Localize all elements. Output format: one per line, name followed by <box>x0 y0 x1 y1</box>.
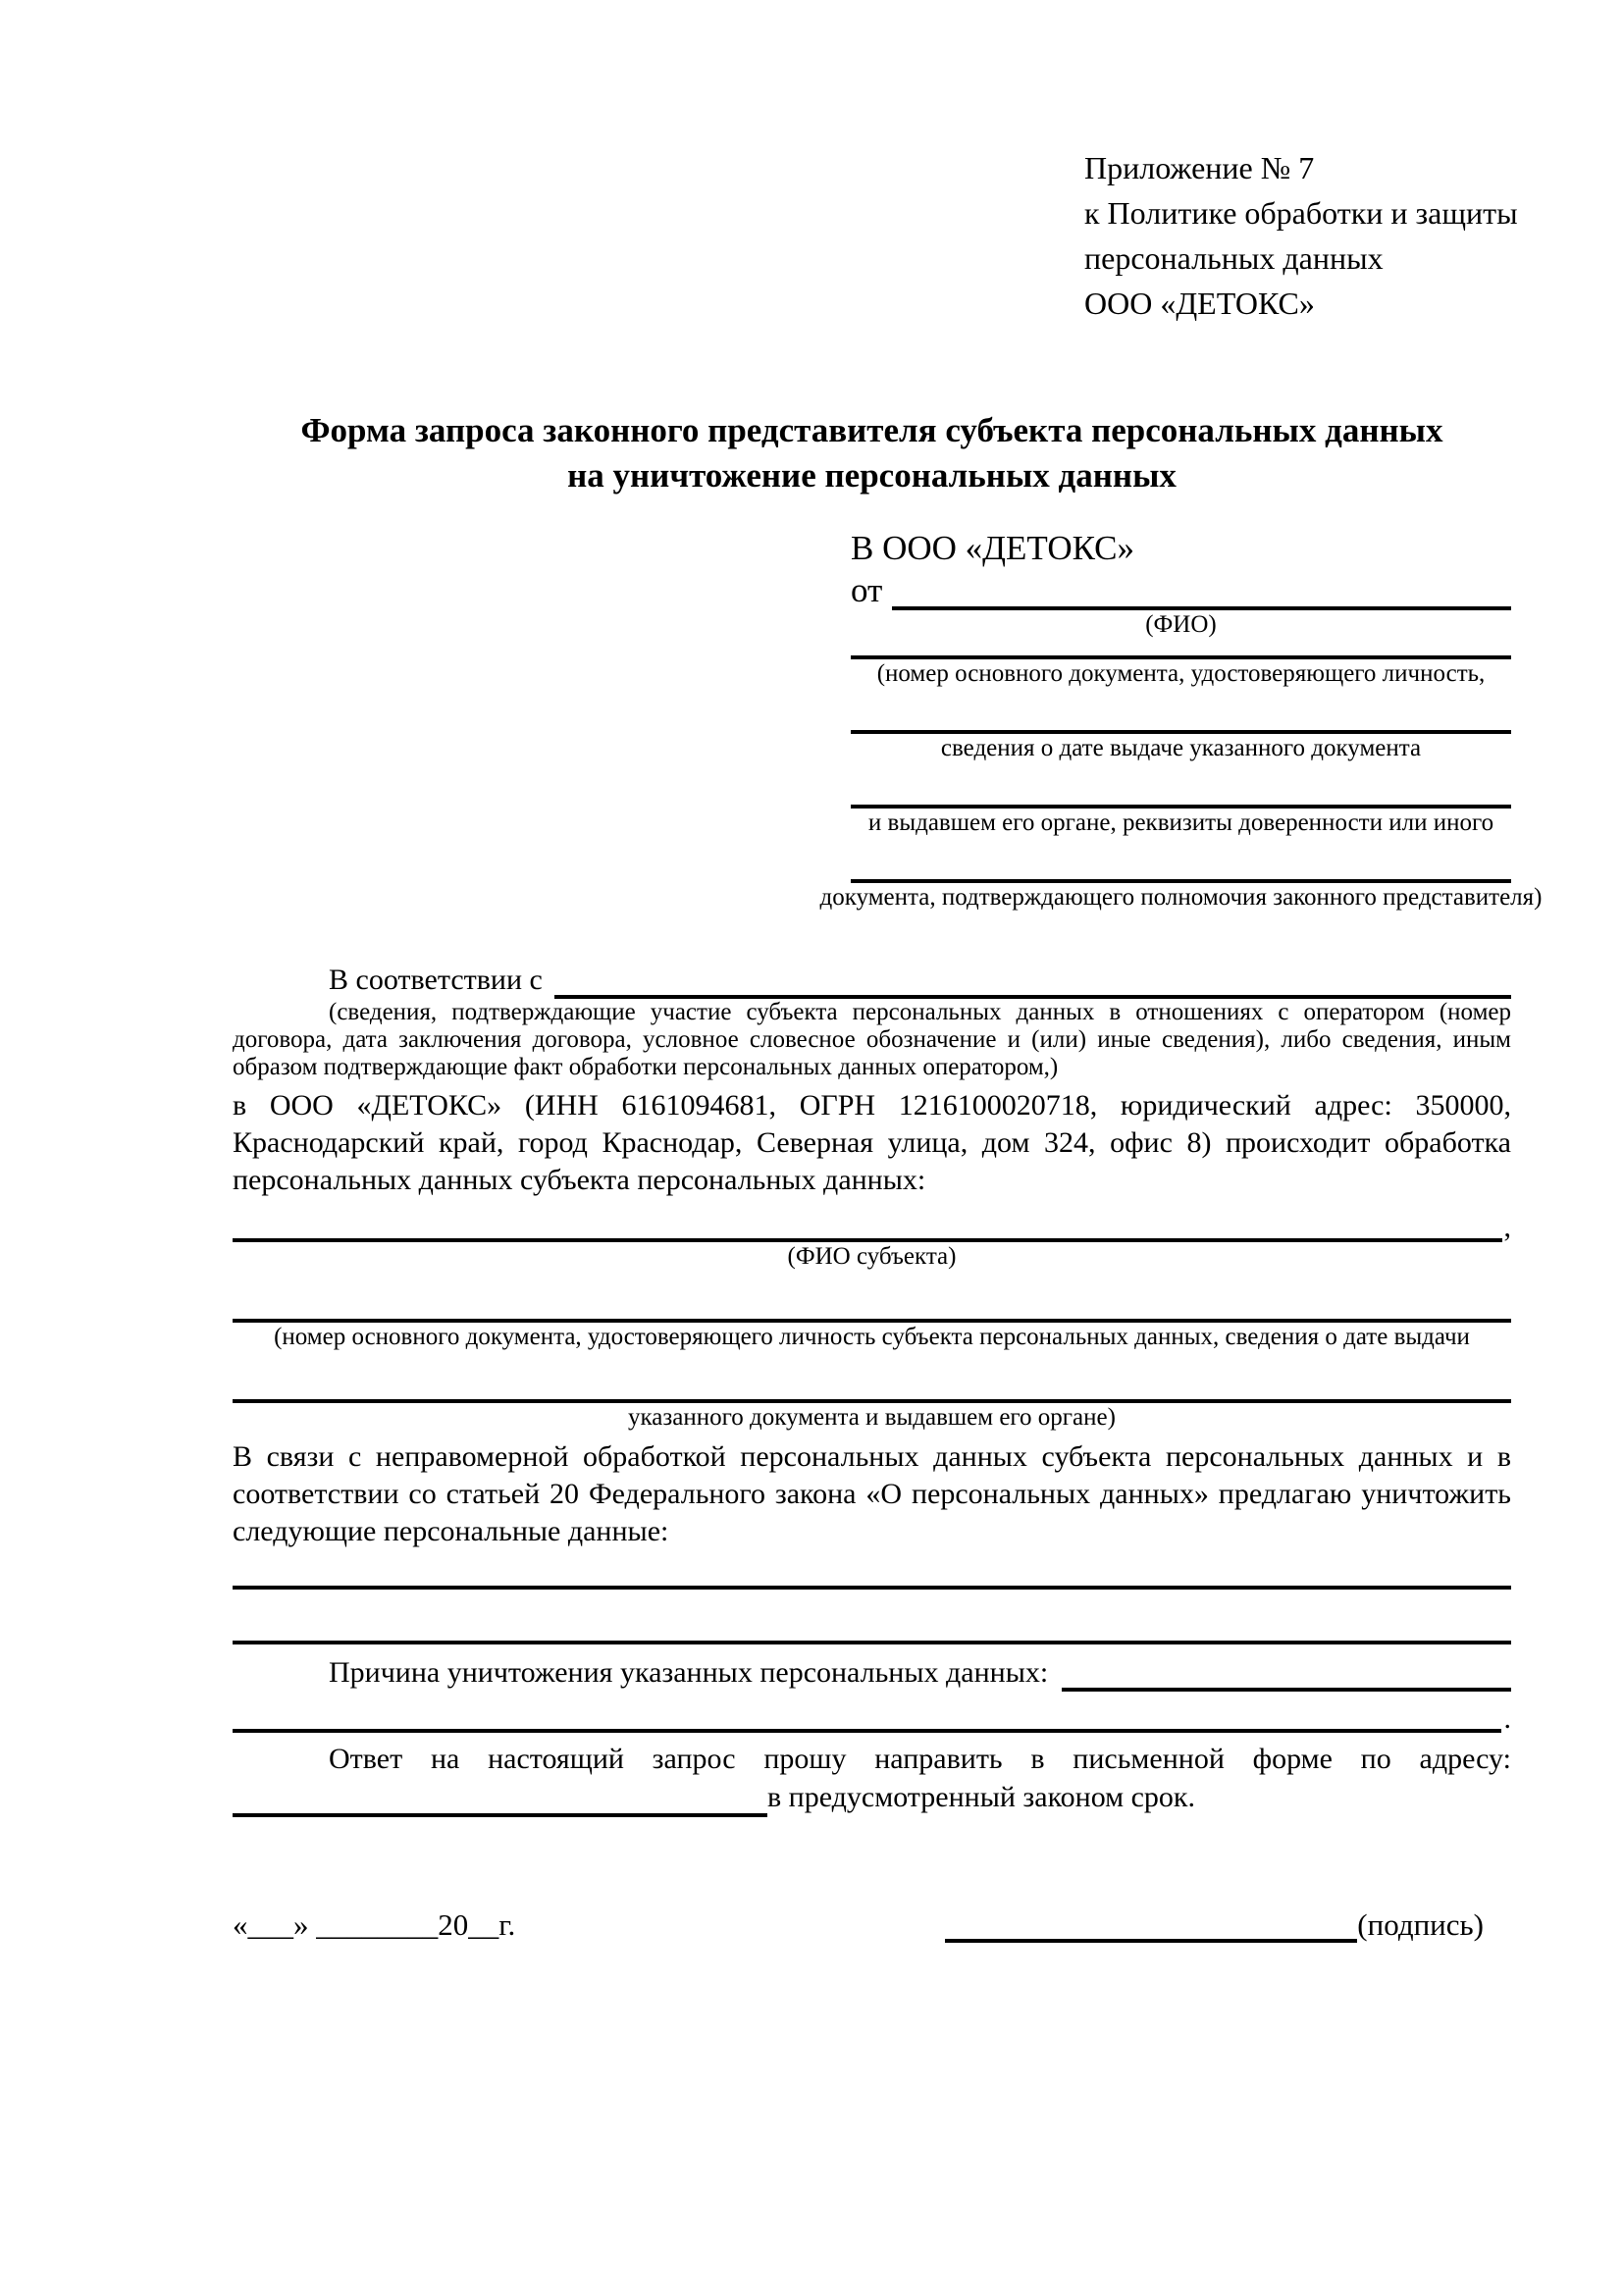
accordance-lead: В соответствии с <box>329 964 543 996</box>
signature-caption: (подпись) <box>1357 1907 1484 1942</box>
addressee-to: В ООО «ДЕТОКС» <box>851 529 1134 567</box>
reason-continuation-row <box>233 1702 1511 1735</box>
addressee-block <box>819 526 1543 913</box>
operator-paragraph: в ООО «ДЕТОКС» (ИНН 6161094681, ОГРН 1216100020718, юридический адрес: 350000, Краснодарский край, город Краснодар, Северная улица, дом 324, офис 8) происходит обработка персональных данных субъекта персональных данных: <box>233 1089 1511 1196</box>
representative-doc-caption-2: сведения о дате выдаче указанного документа <box>940 735 1422 761</box>
subject-doc-caption-2: указанного документа и выдавшем его органе) <box>628 1404 1116 1431</box>
accordance-blank-line <box>554 962 1511 999</box>
reason-lead: Причина уничтожения указанных персональных данных: <box>329 1656 1049 1689</box>
accordance-caption: (сведения, подтверждающие участие субъекта персональных данных в отношениях с оператором (номер договора, дата заключения договора, условное словесное обозначение и (или) иные сведения), либо сведения, иным образом подтверждающие факт обработки персональных данных оператором,) <box>233 999 1511 1080</box>
title-line-2: на уничтожение персональных данных <box>567 456 1177 495</box>
reply-address-row <box>233 1778 1511 1817</box>
document-content <box>233 145 1543 1943</box>
subject-doc-caption-1: (номер основного документа, удостоверяющего личность субъекта персональных данных, сведения о дате выдачи <box>274 1324 1470 1350</box>
representative-doc-blank-line-4 <box>851 863 1511 883</box>
appendix-block <box>1084 145 1518 326</box>
reply-paragraph: Ответ на настоящий запрос прошу направить в письменной форме по адресу: <box>329 1743 1511 1775</box>
representative-doc-caption-4: документа, подтверждающего полномочия законного представителя) <box>819 884 1543 911</box>
subject-doc-blank-line-1 <box>233 1301 1511 1323</box>
representative-doc-blank-line-1 <box>851 640 1511 659</box>
reason-blank-line-2 <box>233 1705 1501 1733</box>
appendix-line-2: к Политике обработки и защиты <box>1084 195 1518 231</box>
representative-doc-caption-1: (номер основного документа, удостоверяющего личность, <box>876 660 1486 687</box>
document-title <box>233 408 1511 498</box>
reason-row <box>233 1654 1511 1692</box>
appendix-line-4: ООО «ДЕТОКС» <box>1084 286 1315 321</box>
representative-fio-blank-line <box>892 571 1511 610</box>
trailing-comma: , <box>1503 1211 1511 1243</box>
representative-doc-caption-3: и выдавшем его органе, реквизиты доверенности или иного <box>867 809 1494 836</box>
date-template: «___» ________20__г. <box>233 1907 516 1942</box>
trailing-period: . <box>1503 1702 1511 1735</box>
subject-fio-blank-line <box>233 1213 1502 1242</box>
data-to-destroy-blank-line-2 <box>233 1641 1511 1644</box>
appendix-line-3: персональных данных <box>1084 240 1384 276</box>
fio-caption: (ФИО) <box>1145 611 1217 638</box>
signature-blank-line <box>945 1909 1357 1943</box>
date-signature-row <box>233 1907 1511 1943</box>
subject-fio-caption: (ФИО субъекта) <box>787 1243 957 1270</box>
signature-group <box>945 1907 1484 1943</box>
data-to-destroy-blank-line-1 <box>233 1586 1511 1590</box>
subject-fio-row <box>233 1213 1511 1242</box>
representative-doc-blank-line-3 <box>851 789 1511 809</box>
from-label: от <box>851 571 883 609</box>
demand-paragraph: В связи с неправомерной обработкой персональных данных субъекта персональных данных и в соответствии со статьей 20 Федерального закона «О персональных данных» предлагаю уничтожить следующие персональные данные: <box>233 1440 1511 1547</box>
title-line-1: Форма запроса законного представителя субъекта персональных данных <box>300 411 1443 449</box>
accordance-row <box>233 962 1511 999</box>
appendix-line-1: Приложение № 7 <box>1084 150 1315 185</box>
reason-blank-line <box>1062 1654 1511 1692</box>
reply-tail: в предусмотренный законом срок. <box>767 1781 1195 1813</box>
representative-doc-blank-line-2 <box>851 714 1511 734</box>
reply-address-blank-line <box>233 1778 767 1817</box>
addressee-from-row <box>851 571 1511 610</box>
subject-doc-blank-line-2 <box>233 1382 1511 1403</box>
